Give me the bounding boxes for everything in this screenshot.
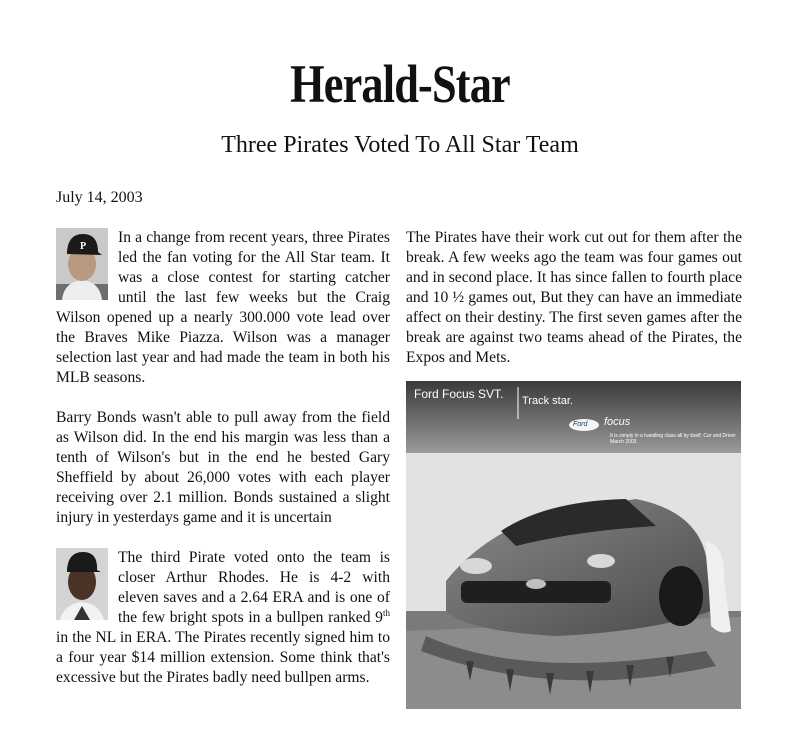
article-headline: Three Pirates Voted To All Star Team bbox=[221, 132, 579, 158]
ford-focus-advertisement bbox=[406, 381, 741, 709]
ad-brand-text: Ford Focus SVT. bbox=[414, 387, 504, 401]
article-column-left bbox=[56, 228, 390, 688]
svg-text:P: P bbox=[80, 241, 87, 252]
ordinal-suffix: th bbox=[382, 607, 390, 618]
paragraph-3-text-b: in the NL in ERA. The Pirates recently signed him to a four year $14 million extension. Some think that's excessive but the Pirates badly need bullpen arms. bbox=[56, 629, 390, 686]
player-photo-closer bbox=[56, 548, 108, 620]
paragraph-3-text-a: The third Pirate voted onto the team is closer Arthur Rhodes. He is 4-2 with eleven saves and a 2.64 ERA and is one of the few bright spots in a bullpen ranked 9 bbox=[118, 549, 390, 626]
masthead: Herald-Star bbox=[290, 54, 510, 114]
ad-tagline: Track star. bbox=[522, 395, 573, 407]
paragraph-2: Barry Bonds wasn't able to pull away from the field as Wilson did. In the end his margin was less than a tenth of Wilson's but in the end he bested Gary Sheffield by about 26,000 votes with each player receiving over 2.1 million. Bonds sustained a slight injury in yesterdays game and it is uncertain bbox=[56, 409, 390, 526]
ad-model-name: focus bbox=[604, 416, 631, 428]
article-column-right bbox=[406, 228, 742, 368]
paragraph-1: In a change from recent years, three Pirates led the fan voting for the All Star team. It was a close contest for starting catcher until the last few weeks but the Craig Wilson opened up a nearly 300.000 vote lead over the Braves Mike Piazza. Wilson was a manager selection last year and had made the team in both his MLB seasons. bbox=[56, 229, 390, 386]
player-photo-catcher bbox=[56, 228, 108, 300]
article-date: July 14, 2003 bbox=[56, 189, 143, 206]
ad-artwork bbox=[406, 381, 741, 709]
ad-copy-text: It is simply in a handling class all by itself. Car and Driver March 2003 bbox=[610, 433, 736, 445]
paragraph-4: The Pirates have their work cut out for them after the break. A few weeks ago the team was four games out and in second place. It has since fallen to fourth place and 10 ½ games out, But they can have an immediate affect on their destiny. The first seven games after the break are against two teams ahead of the Pirates, the Expos and Mets. bbox=[406, 229, 742, 366]
ford-logo: Ford bbox=[573, 421, 588, 428]
